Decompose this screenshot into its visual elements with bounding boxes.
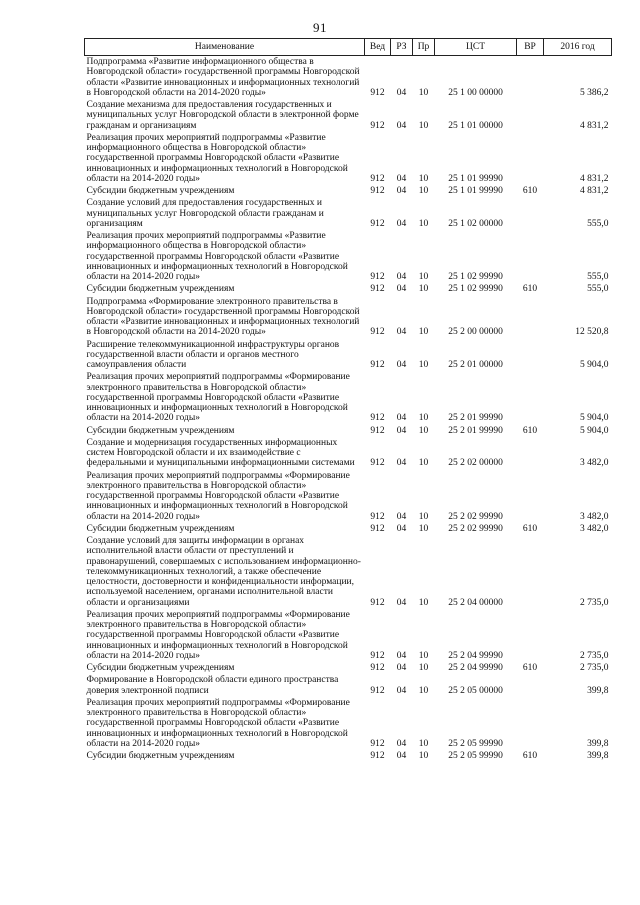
table-row [85,283,612,295]
row-name: Создание механизма для предоставления государственных и муниципальных услуг Новгородской области в электронной форме гражданам и организациям [86,100,359,131]
row-amount: 3 482,0 [580,458,609,469]
row-cst: 25 1 02 99990 [448,284,503,295]
row-vr [517,197,544,230]
row-name: Подпрограмма «Формирование электронного правительства в Новгородской области» государственной программы Новгородской области «Развитие инновационных и информационных технологий в Новгородской области на 2014-2020 годы» [86,296,360,338]
row-pr: 10 [418,360,429,370]
row-amount: 3 482,0 [580,511,609,522]
row-pr: 10 [418,425,429,436]
row-amount: 5 904,0 [580,413,609,424]
table-row [85,371,612,424]
row-name: Субсидии бюджетным учреждениям [86,751,235,761]
row-vr [517,437,544,470]
row-ved: 912 [370,413,385,424]
row-rz: 04 [396,751,407,761]
row-ved: 912 [370,663,385,673]
row-pr: 10 [418,597,429,608]
row-cst: 25 2 04 00000 [448,597,503,608]
row-vr: 610 [522,751,538,761]
table-row [85,230,612,283]
row-ved: 912 [370,511,385,522]
row-rz: 04 [396,413,407,424]
row-name: Подпрограмма «Развитие информационного общества в Новгородской области» государственной программы Новгородской области «Развитие инновационных и информационных технологий в Новгородской области на 2014-2020 годы» [86,57,360,98]
row-name: Реализация прочих мероприятий подпрограммы «Формирование электронного правительства в Новгородской области» государственной программы Новгородской области «Развитие инновационных и информационных технологий в Новгородской области на 2014-2020 годы» [86,697,350,749]
row-rz: 04 [396,173,407,184]
row-cst: 25 2 02 99990 [448,523,503,534]
row-vr [517,674,544,697]
row-pr: 10 [418,685,429,696]
row-vr: 610 [522,523,538,534]
row-amount: 4 831,2 [580,186,609,196]
row-pr: 10 [418,511,429,522]
row-amount: 5 386,2 [580,87,609,98]
table-row [85,697,612,750]
row-rz: 04 [396,663,407,673]
row-pr: 10 [418,738,429,749]
row-pr: 10 [418,663,429,673]
row-name: Создание условий для защиты информации в органах исполнительной власти области от преступлений и правонарушений, совершаемых с использованием информационно-телекоммуникационных технологий, а также обеспечение целостности, достоверности и конфиденциальности информации, используемой населением, органами исполнительной власти области и организациями [86,536,361,608]
row-name: Реализация прочих мероприятий подпрограммы «Формирование электронного правительства в Новгородской области» государственной программы Новгородской области «Развитие инновационных и информационных технологий в Новгородской области на 2014-2020 годы» [86,470,350,522]
row-ved: 912 [370,523,385,534]
row-amount: 12 520,8 [575,327,609,338]
row-cst: 25 2 01 99990 [448,425,503,436]
row-rz: 04 [396,87,407,98]
row-ved: 912 [370,650,385,661]
table-row [85,437,612,470]
row-vr [517,99,544,132]
row-pr: 10 [418,327,429,338]
row-name: Субсидии бюджетным учреждениям [86,186,235,196]
row-amount: 4 831,2 [580,173,609,184]
row-pr: 10 [418,186,429,196]
row-cst: 25 2 01 00000 [448,360,503,370]
row-name: Субсидии бюджетным учреждениям [86,663,235,673]
row-amount: 5 904,0 [580,425,609,436]
table-row [85,185,612,197]
row-ved: 912 [370,120,385,131]
row-rz: 04 [396,272,407,282]
row-name: Субсидии бюджетным учреждениям [86,425,235,436]
row-pr: 10 [418,87,429,98]
table-row [85,750,612,762]
row-rz: 04 [396,425,407,436]
row-cst: 25 2 04 99990 [448,650,503,661]
page-number: 91 [313,20,327,35]
row-vr [517,230,544,283]
row-cst: 25 2 00 00000 [448,327,503,338]
row-ved: 912 [370,425,385,436]
row-cst: 25 1 02 99990 [448,272,503,282]
row-vr [517,56,544,100]
budget-table [84,38,612,762]
table-row [85,339,612,372]
row-vr [517,371,544,424]
row-ved: 912 [370,327,385,338]
row-pr: 10 [418,650,429,661]
row-vr [517,697,544,750]
row-ved: 912 [370,738,385,749]
row-amount: 399,8 [587,751,609,761]
row-ved: 912 [370,87,385,98]
row-rz: 04 [396,738,407,749]
row-amount: 5 904,0 [580,360,609,370]
table-row [85,470,612,523]
row-pr: 10 [418,218,429,229]
row-rz: 04 [396,650,407,661]
row-pr: 10 [418,458,429,469]
row-cst: 25 2 02 99990 [448,511,503,522]
table-row [85,296,612,339]
row-cst: 25 2 04 99990 [448,663,503,673]
row-vr: 610 [522,663,538,673]
row-name: Реализация прочих мероприятий подпрограммы «Формирование электронного правительства в Новгородской области» государственной программы Новгородской области «Развитие инновационных и информационных технологий в Новгородской области на 2014-2020 годы» [86,609,350,661]
row-name: Создание условий для предоставления государственных и муниципальных услуг Новгородской области гражданам и организациям [86,198,324,229]
row-cst: 25 1 01 99990 [448,173,503,184]
table-row [85,609,612,662]
table-row [85,662,612,674]
table-header-row [85,39,612,56]
row-amount: 2 735,0 [580,663,609,673]
table-row [85,56,612,100]
row-name: Реализация прочих мероприятий подпрограммы «Развитие информационного общества в Новгородской области» государственной программы Новгородской области «Развитие инновационных и информационных технологий в Новгородской области на 2014-2020 годы» [86,231,348,282]
row-vr [517,132,544,185]
row-ved: 912 [370,685,385,696]
row-ved: 912 [370,186,385,196]
row-amount: 555,0 [587,284,609,295]
row-name: Расширение телекоммуникационной инфраструктуры органов государственной власти области и органов местного самоуправления области [86,339,340,370]
row-cst: 25 1 02 00000 [448,218,503,229]
row-name: Субсидии бюджетным учреждениям [86,284,235,295]
row-pr: 10 [418,173,429,184]
row-amount: 2 735,0 [580,597,609,608]
row-cst: 25 2 05 99990 [448,751,503,761]
row-vr [517,535,544,609]
header-rz: РЗ [391,39,413,56]
header-name: Наименование [85,39,365,56]
row-cst: 25 1 01 00000 [448,120,503,131]
table-row [85,535,612,609]
row-ved: 912 [370,272,385,282]
row-pr: 10 [418,284,429,295]
table-row [85,132,612,185]
row-name: Реализация прочих мероприятий подпрограммы «Развитие информационного общества в Новгородской области» государственной программы Новгородской области «Развитие инновационных и информационных технологий в Новгородской области на 2014-2020 годы» [86,132,348,184]
row-pr: 10 [418,751,429,761]
row-amount: 399,8 [587,738,609,749]
row-ved: 912 [370,173,385,184]
table-row [85,523,612,535]
header-year: 2016 год [544,39,612,56]
header-vr: ВР [517,39,544,56]
row-cst: 25 1 00 00000 [448,87,503,98]
row-ved: 912 [370,284,385,295]
row-amount: 399,8 [587,685,609,696]
row-ved: 912 [370,458,385,469]
header-pr: Пр [413,39,435,56]
row-rz: 04 [396,327,407,338]
row-ved: 912 [370,597,385,608]
header-ved: Вед [365,39,391,56]
row-ved: 912 [370,751,385,761]
row-vr [517,609,544,662]
row-vr: 610 [522,186,538,196]
row-cst: 25 1 01 99990 [448,186,503,196]
row-rz: 04 [396,186,407,196]
row-rz: 04 [396,360,407,370]
row-vr [517,296,544,339]
row-rz: 04 [396,597,407,608]
table-row [85,674,612,697]
row-amount: 2 735,0 [580,650,609,661]
row-vr: 610 [522,425,538,436]
row-name: Создание и модернизация государственных информационных систем Новгородской области и их взаимодействие с федеральными и муниципальными информационными системами [86,437,355,469]
row-pr: 10 [418,120,429,131]
row-rz: 04 [396,218,407,229]
row-pr: 10 [418,413,429,424]
table-row [85,425,612,437]
header-cst: ЦСТ [435,39,517,56]
row-ved: 912 [370,360,385,370]
row-rz: 04 [396,511,407,522]
row-rz: 04 [396,120,407,131]
table-row [85,197,612,230]
row-amount: 3 482,0 [580,523,609,534]
row-pr: 10 [418,272,429,282]
row-amount: 555,0 [587,218,609,229]
row-rz: 04 [396,284,407,295]
row-vr: 610 [522,284,538,295]
row-rz: 04 [396,523,407,534]
row-cst: 25 2 05 99990 [448,738,503,749]
row-rz: 04 [396,685,407,696]
row-vr [517,470,544,523]
row-ved: 912 [370,218,385,229]
row-name: Формирование в Новгородской области единого пространства доверия электронной подписи [86,675,339,696]
row-amount: 4 831,2 [580,120,609,131]
row-cst: 25 2 05 00000 [448,685,503,696]
row-pr: 10 [418,523,429,534]
row-vr [517,339,544,372]
table-row [85,99,612,132]
row-name: Реализация прочих мероприятий подпрограммы «Формирование электронного правительства в Новгородской области» государственной программы Новгородской области «Развитие инновационных и информационных технологий в Новгородской области на 2014-2020 годы» [86,372,350,424]
row-cst: 25 2 01 99990 [448,413,503,424]
row-name: Субсидии бюджетным учреждениям [86,523,235,534]
row-cst: 25 2 02 00000 [448,458,503,469]
row-amount: 555,0 [587,272,609,282]
row-rz: 04 [396,458,407,469]
